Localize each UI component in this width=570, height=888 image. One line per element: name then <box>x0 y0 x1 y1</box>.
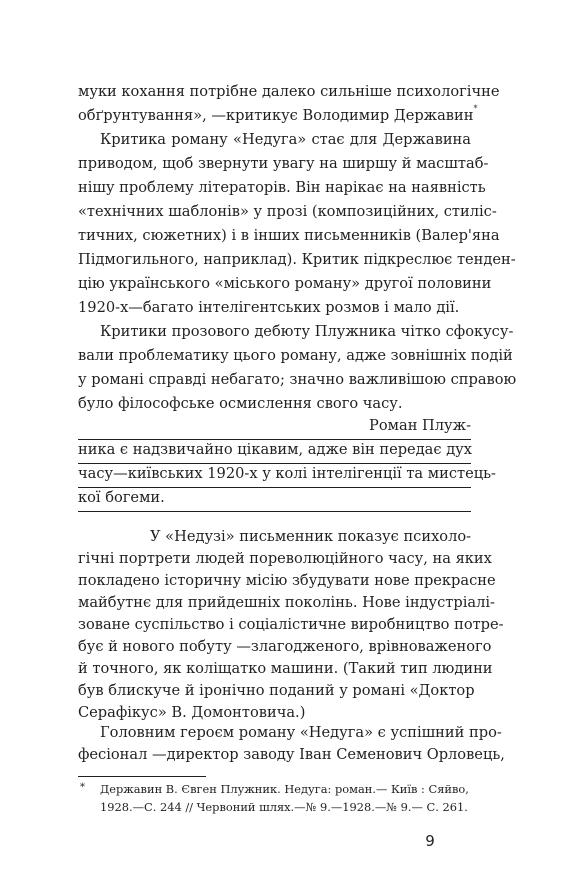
pull-quote-rule <box>78 511 471 512</box>
body-line: покладено історичну місію збудувати нове прекрасне <box>78 572 496 589</box>
footnote-line: 1928.—С. 244 // Червоний шлях.—№ 9.—1928.—№ 9.— С. 261. <box>100 800 468 814</box>
body-line: Підмогильного, наприклад). Критик підкреслює тенден- <box>78 251 516 268</box>
pull-quote-line: кої богеми. <box>78 489 165 506</box>
body-line: «технічних шаблонів» у прозі (композиційних, стиліс- <box>78 203 497 220</box>
body-line: Критики прозового дебюту Плужника чітко сфокусу- <box>100 323 514 340</box>
body-line: був блискуче й іронічно поданий у романі «Доктор <box>78 682 475 699</box>
body-line: Критика роману «Недуга» стає для Державина <box>100 131 471 148</box>
body-line: й точного, як коліщатко машини. (Такий тип людини <box>78 660 493 677</box>
body-line: приводом, щоб звернути увагу на ширшу й масштаб- <box>78 155 489 172</box>
pull-quote-line: Роман Плуж- <box>369 417 471 434</box>
body-line: гічні портрети людей пореволюційного часу, на яких <box>78 550 492 567</box>
body-line: тичних, сюжетних) і в інших письменників (Валер'яна <box>78 227 500 244</box>
footnote-rule <box>78 776 206 777</box>
footnote-reference: * <box>473 104 478 113</box>
body-line: У «Недузі» письменник показує психоло- <box>150 528 472 545</box>
body-line: бує й нового побуту —злагодженого, врівноваженого <box>78 638 492 655</box>
body-line: цію українського «міського роману» другої половини <box>78 275 492 292</box>
body-line: у романі справді небагато; значно важливішою справою <box>78 371 517 388</box>
body-line: 1920-х—багато інтелігентських розмов і мало дії. <box>78 299 460 316</box>
body-line: обґрунтування», —критикує Володимир Державин* <box>78 104 478 124</box>
body-line: Головним героєм роману «Недуга» є успішний про- <box>100 724 502 741</box>
footnote-marker: * <box>80 782 85 793</box>
body-line: вали проблематику цього роману, адже зовнішніх подій <box>78 347 513 364</box>
body-line: нішу проблему літераторів. Він нарікає на наявність <box>78 179 486 196</box>
body-line: майбутнє для прийдешніх поколінь. Нове індустріалі- <box>78 594 495 611</box>
body-line: Серафікус» В. Домонтовича.) <box>78 704 306 721</box>
body-line: зоване суспільство і соціалістичне виробництво потре- <box>78 616 504 633</box>
body-line: муки кохання потрібне далеко сильніше психологічне <box>78 83 500 100</box>
pull-quote-line: часу—київських 1920-х у колі інтелігенції та мистець- <box>78 465 496 482</box>
pull-quote-line: ника є надзвичайно цікавим, адже він передає дух <box>78 441 472 458</box>
body-line: фесіонал —директор заводу Іван Семенович Орловець, <box>78 746 505 763</box>
footnote-line: Державин В. Євген Плужник. Недуга: роман.— Київ : Сяйво, <box>100 782 469 796</box>
page-number: 9 <box>425 832 435 850</box>
body-line: було філософське осмислення свого часу. <box>78 395 403 412</box>
